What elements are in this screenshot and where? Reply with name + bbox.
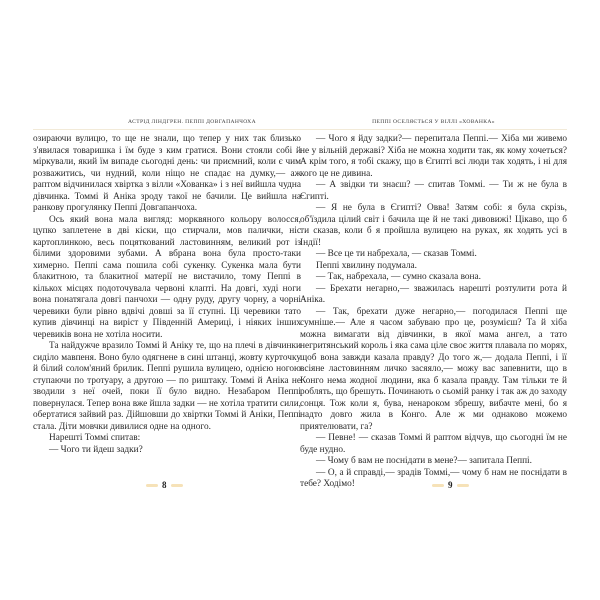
page-number-left xyxy=(146,480,183,490)
ornament-icon xyxy=(432,484,444,487)
paragraph: — Брехати негарно,— зважилась нарешті розтулити рота й Аніка. xyxy=(300,283,567,305)
paragraph: Ось який вона мала вигляд: морквяного кольору волосся, цупко заплетене в дві кіски, що стирчали, мов палички, ніс картоплинкою, весь поцяткований ластовинням, великий рот із білими здоровими зубами. А вбрана вона була просто-таки химерно. Пеппі сама пошила собі сукенку. Сукенка мала бути блакитною, та блакитної матерії не вистачило, тому Пеппі в кількох місцях подоточувала червоні клапті. На довгі, худі ноги вона понатягала довгі панчохи — одну руду, другу чорну, а чорні черевики були рівно вдвічі довші за її ступні. Ці черевики тато купив дівчинці на виріст у Південній Америці, і ніяких інших черевиків вона не хотіла носити. xyxy=(33,214,301,340)
running-head-right: ПЕППІ ОСЕЛЯЄТЬСЯ У ВІЛЛІ «ХОВАНКА» xyxy=(372,119,495,125)
page-number: 8 xyxy=(162,480,167,490)
ornament-icon xyxy=(171,484,183,487)
left-page-body xyxy=(33,134,301,456)
page-number-right xyxy=(432,480,469,490)
ornament-icon xyxy=(146,484,158,487)
header-rule-left xyxy=(33,129,301,130)
paragraph: Нарешті Томмі спитав: xyxy=(49,433,141,443)
paragraph: — О, а й справді,— зрадів Томмі,— чому б нам не поснідати в тебе? Ходімо! xyxy=(300,467,567,489)
header-rule-right xyxy=(300,129,567,130)
paragraph: Та найдужче вразило Томмі й Аніку те, що на плечі в дівчинки сиділо мавпеня. Воно було одягнене в сині штанці, жовту курточку й білий солом'яний брилик. Пеппі рушила вулицею, однією ногою ступаючи по тротуару, а другою — по риштаку. Томмі й Аніка не зводили з неї очей, поки її було видно. Незабаром Пеппі повернулася. Тепер вона вже йшла задки — не хотіла тратити сили, обертатися зайвий раз. Дійшовши до хвіртки Томмі й Аніки, Пеппі стала. Діти мовчки дивилися одне на одного. xyxy=(33,341,301,432)
paragraph: — Чого ти йдеш задки? xyxy=(49,444,143,455)
paragraph: — Чого я йду задки?— перепитала Пеппі.— Хіба ми живемо не у вільній державі? Хіба не можна ходити так, як кому хочеться? А крім того, я тобі скажу, що в Єгипті всі люди так ходять, і ні для кого це не дивина. xyxy=(300,134,567,179)
paragraph: — Все це ти набрехала, — сказав Томмі. xyxy=(316,249,477,259)
paragraph: Пеппі хвилину подумала. xyxy=(316,260,418,271)
right-page xyxy=(300,118,567,491)
paragraph: — Я не була в Єгипті? Овва! Затям собі: я була скрізь, об'їздила цілий світ і бачила ще й не такі дивовижі! Цікаво, що б ти сказав, коли б я пройшла вулицею на руках, як ходять усі в Індії! xyxy=(300,203,567,248)
paragraph: — Так, брехати дуже негарно,— погодилася Пеппі ще сумніше.— Але я часом забуваю про це, розумієш? Та й хіба можна вимагати від дівчинки, в якої мама ангел, а тато негритянський король і яка сама ціле своє життя плавала по морях, щоб вона завжди казала правду? До того ж,— додала Пеппі, і її всіяне ластовинням личко засяяло,— можу вас запевнити, що в Конго нема жодної людини, яка б казала правду. Там тільки те й роблять, що брешуть. Починають о сьомій ранку і так аж до заходу сонця. Тож коли я, бува, ненароком збрешу, вибачте мені, бо я надто довго жила в Конго. Але ж ми однаково можемо приятелювати, га? xyxy=(300,306,567,432)
paragraph: — Так, набрехала, — сумно сказала вона. xyxy=(316,272,481,282)
paragraph: — Чому б вам не поснідати в мене?— запитала Пеппі. xyxy=(316,456,532,466)
right-page-body xyxy=(300,134,567,491)
running-head-left: АСТРІД ЛІНДГРЕН. ПЕППІ ДОВГАПАНЧОХА xyxy=(128,119,256,125)
ornament-icon xyxy=(457,484,469,487)
page-number: 9 xyxy=(448,480,453,490)
paragraph: — Певне! — сказав Томмі й раптом відчув, що сьогодні їм не буде нудно. xyxy=(300,433,567,455)
left-page xyxy=(33,118,301,456)
paragraph: озираючи вулицю, то ще не знали, що тепер у них так близько з'явилася товаришка і їм буде з ким гратися. Вони стояли собі й міркували, який їм випаде сьогодні день: чи приємний, коли є чим розважитись, чи нудний, коли ніщо не спадає на думку,— аж раптом відчинилася хвіртка з вілли «Хованка» і з неї вийшла чудна дівчинка. Томмі й Аніка зроду такої не бачили. Це вийшла на ранкову прогулянку Пеппі Довгапанчоха. xyxy=(33,134,301,213)
paragraph: — А звідки ти знаєш? — спитав Томмі. — Ти ж не була в Єгипті. xyxy=(300,180,567,202)
